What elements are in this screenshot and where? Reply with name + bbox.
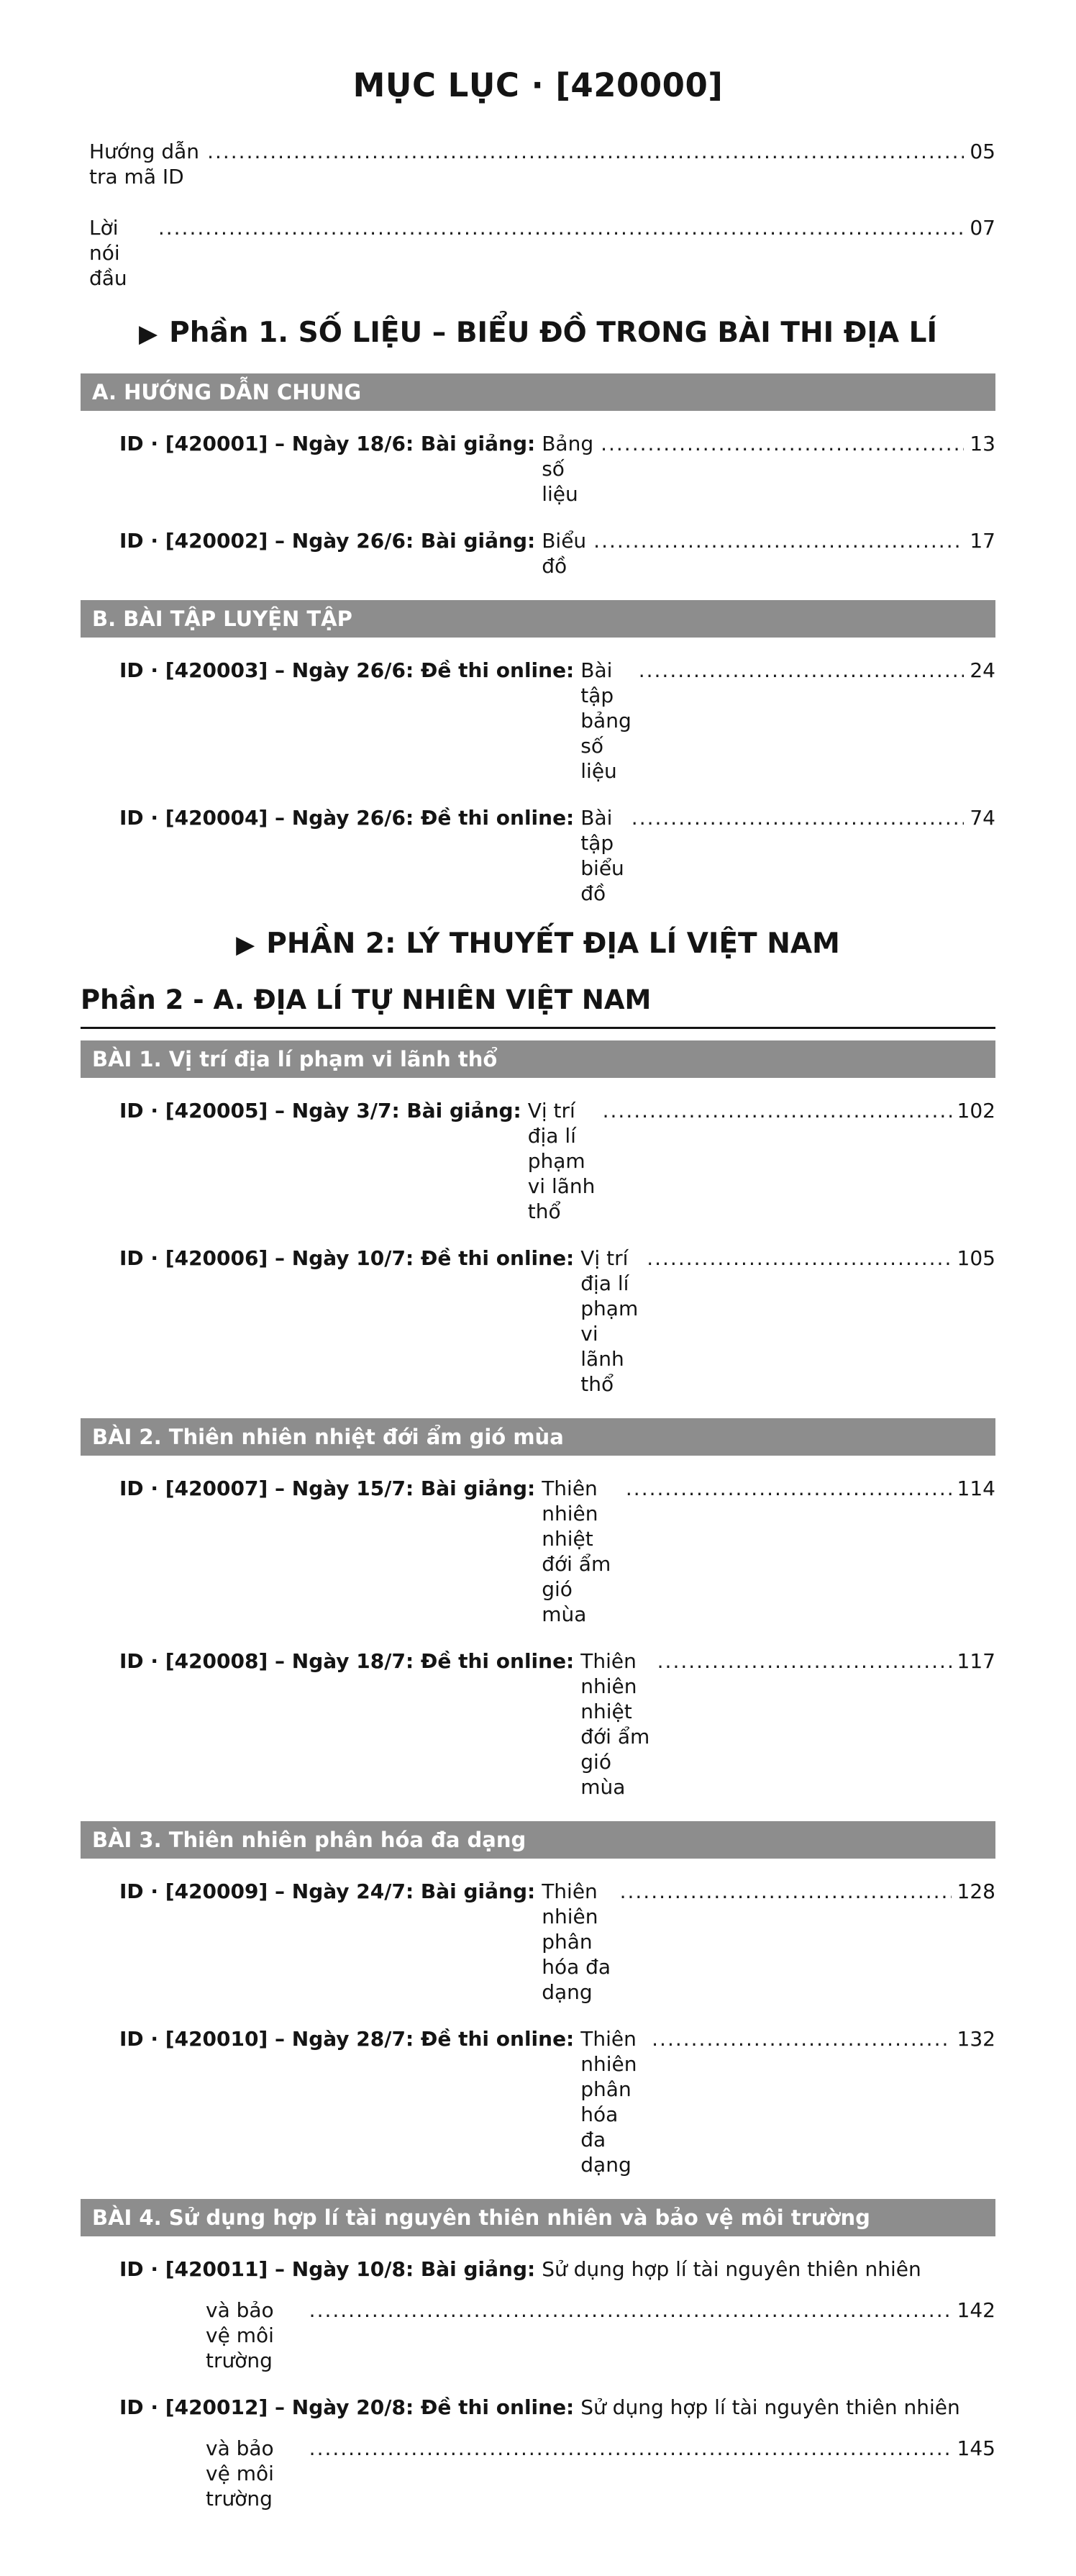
dot-leader — [309, 2298, 952, 2323]
part2a-subheading: Phần 2 - A. ĐỊA LÍ TỰ NHIÊN VIỆT NAM — [81, 984, 652, 1015]
entry-id-label: ID · [420011] – Ngày 10/8: Bài giảng: — [119, 2257, 536, 2281]
entry-id-label: ID · [420007] – Ngày 15/7: Bài giảng: — [119, 1477, 536, 1500]
toc-entry — [119, 431, 995, 507]
dot-leader — [603, 1098, 952, 1123]
divider — [81, 1027, 995, 1029]
section-bar-bai-2: BÀI 2. Thiên nhiên nhiệt đới ẩm gió mùa — [81, 1418, 995, 1456]
section-bar-bai-1: BÀI 1. Vị trí địa lí phạm vi lãnh thổ — [81, 1040, 995, 1078]
toc-entry — [119, 1648, 995, 1800]
section-bar-bai-3: BÀI 3. Thiên nhiên phân hóa đa dạng — [81, 1821, 995, 1859]
triangle-arrow-icon: ▶ — [138, 319, 158, 348]
page-number: 05 — [970, 140, 995, 163]
page-number: 145 — [957, 2436, 995, 2460]
entry-title: Thiên nhiên phân hóa đa dạng — [580, 2027, 637, 2177]
entry-id-label: ID · [420008] – Ngày 18/7: Đề thi online: — [119, 1649, 575, 1673]
part2-heading — [81, 928, 995, 960]
dot-leader — [657, 1648, 952, 1674]
page-title: MỤC LỤC · [420000] — [352, 66, 724, 104]
entry-title: Thiên nhiên nhiệt đới ẩm gió mùa — [580, 1649, 650, 1799]
entry-continuation: và bảo vệ môi trường — [206, 2298, 274, 2372]
entry-title: Lời nói đầu — [89, 216, 127, 290]
part2-heading-text: PHẦN 2: LÝ THUYẾT ĐỊA LÍ VIỆT NAM — [266, 928, 840, 960]
entry-id-label: ID · [420010] – Ngày 28/7: Đề thi online: — [119, 2027, 575, 2051]
dot-leader — [207, 139, 964, 164]
toc-entry — [89, 139, 995, 189]
entry-title: Thiên nhiên phân hóa đa dạng — [542, 1879, 611, 2004]
page-number: 102 — [957, 1099, 995, 1123]
section-bar-huong-dan-chung: A. HƯỚNG DẪN CHUNG — [81, 373, 995, 411]
page-number: 105 — [957, 1246, 995, 1270]
dot-leader — [626, 1476, 952, 1501]
entry-id-label: ID · [420009] – Ngày 24/7: Bài giảng: — [119, 1879, 536, 1903]
dot-leader — [632, 805, 965, 830]
dot-leader — [620, 1879, 952, 1904]
entry-title: Hướng dẫn tra mã ID — [89, 140, 200, 189]
dot-leader — [652, 2026, 951, 2051]
dot-leader — [639, 658, 965, 683]
toc-entry — [119, 528, 995, 579]
entry-title: Sử dụng hợp lí tài nguyên thiên nhiên — [580, 2395, 960, 2419]
entry-title: Sử dụng hợp lí tài nguyên thiên nhiên — [542, 2257, 921, 2281]
front-matter — [81, 139, 995, 291]
dot-leader — [158, 215, 965, 240]
entry-title: Bảng số liệu — [542, 432, 594, 506]
entry-id-label: ID · [420002] – Ngày 26/6: Bài giảng: — [119, 529, 536, 553]
entry-id-label: ID · [420006] – Ngày 10/7: Đề thi online: — [119, 1246, 575, 1270]
toc-entry — [119, 2395, 995, 2511]
toc-entry — [119, 1246, 995, 1397]
page-number: 114 — [957, 1477, 995, 1500]
page-number: 07 — [970, 216, 995, 240]
page-number: 17 — [970, 529, 995, 553]
entry-id-label: ID · [420012] – Ngày 20/8: Đề thi online: — [119, 2395, 575, 2419]
toc-entry — [119, 805, 995, 906]
toc-entry — [119, 1098, 995, 1224]
page-number: 117 — [957, 1649, 995, 1673]
page-number: 74 — [970, 806, 995, 830]
toc-entry — [119, 1879, 995, 2005]
toc-entry — [119, 658, 995, 784]
section-bar-bai-tap-luyen-tap: B. BÀI TẬP LUYỆN TẬP — [81, 600, 995, 638]
entry-id-label: ID · [420001] – Ngày 18/6: Bài giảng: — [119, 432, 536, 455]
entry-title: Biểu đồ — [542, 529, 587, 578]
entry-title: Thiên nhiên nhiệt đới ẩm gió mùa — [542, 1477, 611, 1626]
page-number: 24 — [970, 658, 995, 682]
dot-leader — [647, 1246, 951, 1271]
toc-entry — [89, 215, 995, 291]
page-number: 142 — [957, 2298, 995, 2322]
entry-id-label: ID · [420004] – Ngày 26/6: Đề thi online: — [119, 806, 575, 830]
toc-entry — [119, 2026, 995, 2177]
dot-leader — [593, 528, 964, 553]
toc-entry — [119, 2257, 995, 2373]
triangle-arrow-icon: ▶ — [236, 930, 255, 959]
toc-entry — [119, 1476, 995, 1627]
entry-title: Vị trí địa lí phạm vi lãnh thổ — [580, 1246, 639, 1396]
section-bar-bai-4: BÀI 4. Sử dụng hợp lí tài nguyên thiên nhiên và bảo vệ môi trường — [81, 2199, 995, 2236]
entry-id-label: ID · [420003] – Ngày 26/6: Đề thi online: — [119, 658, 575, 682]
entry-title: Vị trí địa lí phạm vi lãnh thổ — [527, 1099, 596, 1223]
page-number: 13 — [970, 432, 995, 455]
dot-leader — [309, 2436, 952, 2461]
entry-continuation: và bảo vệ môi trường — [206, 2436, 274, 2511]
part1-heading — [81, 317, 995, 349]
entry-title: Bài tập biểu đồ — [580, 806, 624, 905]
page-number: 132 — [957, 2027, 995, 2051]
entry-id-label: ID · [420005] – Ngày 3/7: Bài giảng: — [119, 1099, 521, 1123]
page-number: 128 — [957, 1879, 995, 1903]
dot-leader — [601, 431, 964, 456]
entry-title: Bài tập bảng số liệu — [580, 658, 632, 783]
part1-heading-text: Phần 1. SỐ LIỆU – BIỂU ĐỒ TRONG BÀI THI ĐỊA LÍ — [169, 317, 938, 349]
